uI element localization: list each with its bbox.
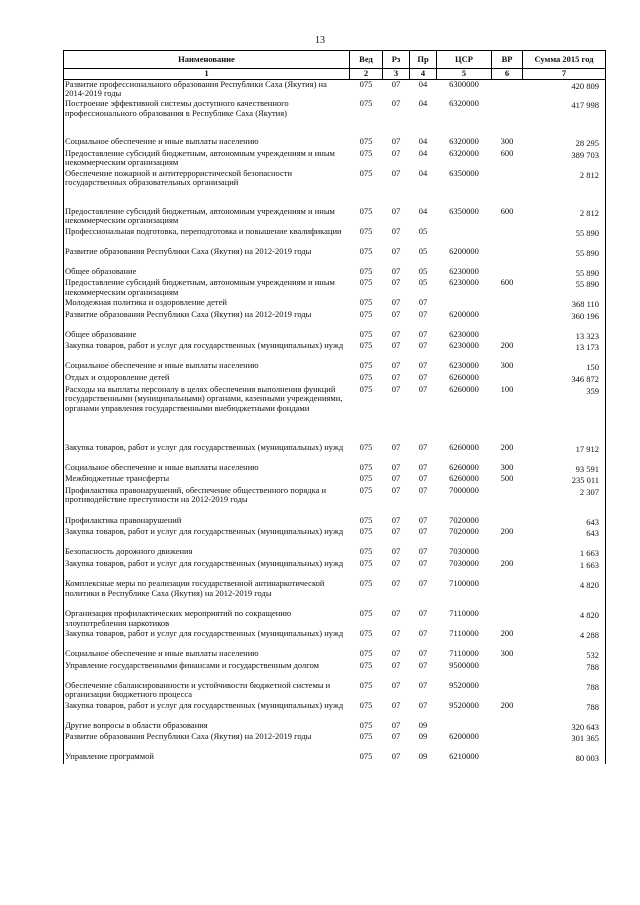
row-pr: 07 bbox=[418, 441, 428, 452]
row-name: Профилактика правонарушений bbox=[64, 516, 350, 528]
row-sum: 4 288 bbox=[523, 629, 606, 649]
header-name: Наименование bbox=[64, 51, 350, 69]
row-pr: 07 bbox=[418, 297, 428, 308]
row-pr: 07 bbox=[418, 514, 428, 525]
row-ved: 075 bbox=[359, 147, 373, 158]
table-row bbox=[64, 579, 606, 609]
row-vr: 500 bbox=[500, 473, 514, 484]
row-rz: 07 bbox=[391, 648, 401, 659]
row-csr: 9520000 bbox=[449, 699, 479, 710]
row-sum: 420 809 bbox=[523, 79, 606, 99]
row-vr bbox=[492, 227, 523, 247]
row-sum: 359 bbox=[523, 385, 606, 443]
row-name: Социальное обеспечение и иные выплаты населению bbox=[64, 463, 350, 475]
table-row bbox=[64, 443, 606, 463]
row-sum: 55 890 bbox=[523, 278, 606, 298]
row-pr: 07 bbox=[418, 679, 428, 690]
row-name: Общее образование bbox=[64, 267, 350, 279]
row-rz: 07 bbox=[391, 98, 401, 109]
row-rz: 07 bbox=[391, 719, 401, 730]
row-ved: 075 bbox=[359, 360, 373, 371]
row-vr: 300 bbox=[500, 648, 514, 659]
row-pr: 07 bbox=[418, 383, 428, 394]
table-row bbox=[64, 661, 606, 681]
row-csr: 6210000 bbox=[449, 751, 479, 762]
row-ved: 075 bbox=[359, 514, 373, 525]
row-pr: 09 bbox=[418, 719, 428, 730]
row-sum: 532 bbox=[523, 649, 606, 661]
row-pr: 07 bbox=[418, 526, 428, 537]
row-name: Организация профилактических мероприятий по сокращению злоупотребления наркотиков bbox=[64, 609, 350, 629]
row-sum: 301 365 bbox=[523, 732, 606, 752]
row-vr: 600 bbox=[500, 277, 514, 288]
row-ved: 075 bbox=[359, 441, 373, 452]
column-number: 3 bbox=[383, 69, 410, 80]
row-vr bbox=[492, 579, 523, 609]
row-csr: 9500000 bbox=[449, 659, 479, 670]
row-ved: 075 bbox=[359, 205, 373, 216]
row-name: Социальное обеспечение и иные выплаты населению bbox=[64, 649, 350, 661]
row-rz: 07 bbox=[391, 628, 401, 639]
table-row bbox=[64, 137, 606, 149]
row-sum: 150 bbox=[523, 361, 606, 373]
row-rz: 07 bbox=[391, 679, 401, 690]
row-sum: 788 bbox=[523, 661, 606, 681]
row-csr: 7030000 bbox=[449, 558, 479, 569]
row-vr bbox=[492, 169, 523, 207]
table-row bbox=[64, 341, 606, 361]
row-csr: 6320000 bbox=[449, 98, 479, 109]
row-csr: 7100000 bbox=[449, 578, 479, 589]
row-csr: 6230000 bbox=[449, 328, 479, 339]
row-rz: 07 bbox=[391, 265, 401, 276]
row-ved: 075 bbox=[359, 372, 373, 383]
row-ved: 075 bbox=[359, 679, 373, 690]
row-vr bbox=[492, 681, 523, 701]
header-ved: Вед bbox=[350, 51, 383, 69]
row-vr bbox=[492, 79, 523, 99]
row-vr: 200 bbox=[500, 340, 514, 351]
row-ved: 075 bbox=[359, 308, 373, 319]
row-vr: 100 bbox=[500, 383, 514, 394]
row-vr bbox=[492, 732, 523, 752]
row-name: Предоставление субсидий бюджетным, автономным учреждениям и иным некоммерческим организациям bbox=[64, 278, 350, 298]
column-number-row bbox=[64, 69, 606, 80]
row-rz: 07 bbox=[391, 78, 401, 89]
row-rz: 07 bbox=[391, 205, 401, 216]
row-rz: 07 bbox=[391, 731, 401, 742]
row-ved: 075 bbox=[359, 484, 373, 495]
row-pr: 07 bbox=[418, 546, 428, 557]
row-ved: 075 bbox=[359, 461, 373, 472]
page-number: 13 bbox=[315, 35, 325, 46]
row-rz: 07 bbox=[391, 383, 401, 394]
row-sum: 1 663 bbox=[523, 547, 606, 559]
row-pr: 07 bbox=[418, 558, 428, 569]
column-number: 7 bbox=[523, 69, 606, 80]
row-vr: 200 bbox=[500, 441, 514, 452]
row-rz: 07 bbox=[391, 461, 401, 472]
row-rz: 07 bbox=[391, 699, 401, 710]
row-sum: 346 872 bbox=[523, 373, 606, 385]
row-name: Предоставление субсидий бюджетным, автономным учреждениям и иным некоммерческим организациям bbox=[64, 207, 350, 227]
row-pr: 07 bbox=[418, 461, 428, 472]
row-sum: 320 643 bbox=[523, 721, 606, 733]
row-rz: 07 bbox=[391, 340, 401, 351]
row-sum: 417 998 bbox=[523, 99, 606, 137]
row-csr: 6260000 bbox=[449, 461, 479, 472]
row-csr: 6200000 bbox=[449, 308, 479, 319]
row-pr: 07 bbox=[418, 328, 428, 339]
row-vr bbox=[492, 609, 523, 629]
row-sum: 55 890 bbox=[523, 227, 606, 247]
row-vr: 200 bbox=[500, 628, 514, 639]
row-sum: 788 bbox=[523, 701, 606, 721]
row-sum: 55 890 bbox=[523, 247, 606, 267]
header-row bbox=[64, 51, 606, 69]
row-csr: 6350000 bbox=[449, 167, 479, 178]
row-pr: 07 bbox=[418, 699, 428, 710]
row-csr: 6260000 bbox=[449, 441, 479, 452]
row-csr: 6260000 bbox=[449, 473, 479, 484]
row-name: Закупка товаров, работ и услуг для государственных (муниципальных) нужд bbox=[64, 443, 350, 463]
row-name: Предоставление субсидий бюджетным, автономным учреждениям и иным некоммерческим организациям bbox=[64, 149, 350, 169]
row-csr: 6260000 bbox=[449, 383, 479, 394]
row-sum: 17 912 bbox=[523, 443, 606, 463]
row-sum: 389 703 bbox=[523, 149, 606, 169]
column-number: 1 bbox=[64, 69, 350, 80]
row-vr: 200 bbox=[500, 699, 514, 710]
row-vr: 200 bbox=[500, 558, 514, 569]
row-ved: 075 bbox=[359, 546, 373, 557]
row-rz: 07 bbox=[391, 225, 401, 236]
row-csr: 6320000 bbox=[449, 136, 479, 147]
row-rz: 07 bbox=[391, 484, 401, 495]
row-csr: 6200000 bbox=[449, 245, 479, 256]
row-csr: 7000000 bbox=[449, 484, 479, 495]
row-vr bbox=[492, 486, 523, 516]
budget-table bbox=[63, 50, 606, 764]
row-rz: 07 bbox=[391, 167, 401, 178]
row-rz: 07 bbox=[391, 514, 401, 525]
row-rz: 07 bbox=[391, 360, 401, 371]
row-pr: 05 bbox=[418, 225, 428, 236]
row-name: Комплексные меры по реализации государственной антинаркотической политики в Республике Саха (Якутия) на 2012-2019 годы bbox=[64, 579, 350, 609]
row-csr: 6200000 bbox=[449, 731, 479, 742]
row-sum: 4 820 bbox=[523, 579, 606, 609]
row-pr: 07 bbox=[418, 608, 428, 619]
row-pr: 04 bbox=[418, 147, 428, 158]
row-ved: 075 bbox=[359, 648, 373, 659]
row-vr bbox=[492, 298, 523, 310]
row-pr: 04 bbox=[418, 167, 428, 178]
row-ved: 075 bbox=[359, 526, 373, 537]
row-name: Закупка товаров, работ и услуг для государственных (муниципальных) нужд bbox=[64, 527, 350, 547]
row-pr: 05 bbox=[418, 245, 428, 256]
header-vr: ВР bbox=[492, 51, 523, 69]
table-row bbox=[64, 310, 606, 330]
row-csr: 6350000 bbox=[449, 205, 479, 216]
row-csr: 6300000 bbox=[449, 78, 479, 89]
row-rz: 07 bbox=[391, 277, 401, 288]
row-name: Общее образование bbox=[64, 330, 350, 342]
column-number: 6 bbox=[492, 69, 523, 80]
table-row bbox=[64, 169, 606, 207]
row-vr bbox=[492, 373, 523, 385]
header-rz: Рз bbox=[383, 51, 410, 69]
table-row bbox=[64, 486, 606, 516]
row-vr bbox=[492, 247, 523, 267]
row-rz: 07 bbox=[391, 473, 401, 484]
row-ved: 075 bbox=[359, 578, 373, 589]
row-pr: 09 bbox=[418, 751, 428, 762]
row-ved: 075 bbox=[359, 731, 373, 742]
row-rz: 07 bbox=[391, 751, 401, 762]
row-name: Профессиональная подготовка, переподготовка и повышение квалификации bbox=[64, 227, 350, 247]
table-row bbox=[64, 278, 606, 298]
row-sum: 2 812 bbox=[523, 207, 606, 227]
row-name: Отдых и оздоровление детей bbox=[64, 373, 350, 385]
row-csr: 6230000 bbox=[449, 340, 479, 351]
table-row bbox=[64, 732, 606, 752]
row-rz: 07 bbox=[391, 147, 401, 158]
row-ved: 075 bbox=[359, 225, 373, 236]
row-ved: 075 bbox=[359, 136, 373, 147]
row-ved: 075 bbox=[359, 558, 373, 569]
row-pr: 07 bbox=[418, 648, 428, 659]
row-name: Расходы на выплаты персоналу в целях обеспечения выполнения функций государственными (муниципальными) органами, казенными учреждениями, органами управления государственными внебюджетными фондами bbox=[64, 385, 350, 443]
row-ved: 075 bbox=[359, 628, 373, 639]
row-pr: 04 bbox=[418, 78, 428, 89]
table-row bbox=[64, 207, 606, 227]
row-ved: 075 bbox=[359, 277, 373, 288]
row-pr: 05 bbox=[418, 265, 428, 276]
table-row bbox=[64, 701, 606, 721]
row-ved: 075 bbox=[359, 78, 373, 89]
table-row bbox=[64, 149, 606, 169]
row-name: Социальное обеспечение и иные выплаты населению bbox=[64, 361, 350, 373]
row-rz: 07 bbox=[391, 608, 401, 619]
row-name: Безопасность дорожного движения bbox=[64, 547, 350, 559]
row-pr: 07 bbox=[418, 628, 428, 639]
row-csr: 7020000 bbox=[449, 514, 479, 525]
row-ved: 075 bbox=[359, 608, 373, 619]
row-ved: 075 bbox=[359, 167, 373, 178]
row-sum: 55 890 bbox=[523, 267, 606, 279]
row-rz: 07 bbox=[391, 659, 401, 670]
row-pr: 07 bbox=[418, 659, 428, 670]
row-rz: 07 bbox=[391, 546, 401, 557]
row-rz: 07 bbox=[391, 245, 401, 256]
table-body bbox=[64, 79, 606, 764]
row-sum: 2 307 bbox=[523, 486, 606, 516]
row-pr: 05 bbox=[418, 277, 428, 288]
row-ved: 075 bbox=[359, 659, 373, 670]
row-csr: 7110000 bbox=[449, 608, 479, 619]
row-sum: 28 295 bbox=[523, 137, 606, 149]
row-name: Управление программой bbox=[64, 752, 350, 764]
row-name: Профилактика правонарушений, обеспечение общественного порядка и противодействие преступности на 2012-2019 годы bbox=[64, 486, 350, 516]
table-row bbox=[64, 609, 606, 629]
row-sum: 235 011 bbox=[523, 474, 606, 486]
row-name: Управление государственными финансами и государственным долгом bbox=[64, 661, 350, 681]
row-csr: 7030000 bbox=[449, 546, 479, 557]
row-pr: 04 bbox=[418, 98, 428, 109]
table-row bbox=[64, 527, 606, 547]
row-ved: 075 bbox=[359, 328, 373, 339]
row-name: Другие вопросы в области образования bbox=[64, 721, 350, 733]
row-vr: 300 bbox=[500, 461, 514, 472]
row-pr: 04 bbox=[418, 136, 428, 147]
column-number: 4 bbox=[410, 69, 437, 80]
row-ved: 075 bbox=[359, 719, 373, 730]
row-pr: 07 bbox=[418, 340, 428, 351]
row-sum: 643 bbox=[523, 527, 606, 547]
row-csr: 9520000 bbox=[449, 679, 479, 690]
row-ved: 075 bbox=[359, 245, 373, 256]
row-rz: 07 bbox=[391, 308, 401, 319]
table-row bbox=[64, 247, 606, 267]
row-pr: 07 bbox=[418, 308, 428, 319]
table-row bbox=[64, 227, 606, 247]
row-vr bbox=[492, 721, 523, 733]
row-vr bbox=[492, 99, 523, 137]
row-sum: 13 173 bbox=[523, 341, 606, 361]
table-row bbox=[64, 559, 606, 579]
row-vr: 300 bbox=[500, 360, 514, 371]
row-csr bbox=[437, 227, 492, 247]
table-row bbox=[64, 99, 606, 137]
row-vr bbox=[492, 661, 523, 681]
row-sum: 360 196 bbox=[523, 310, 606, 330]
row-csr: 6320000 bbox=[449, 147, 479, 158]
row-name: Развитие профессионального образования Республики Саха (Якутия) на 2014-2019 годы bbox=[64, 79, 350, 99]
row-rz: 07 bbox=[391, 297, 401, 308]
row-rz: 07 bbox=[391, 558, 401, 569]
row-name: Закупка товаров, работ и услуг для государственных (муниципальных) нужд bbox=[64, 341, 350, 361]
row-name: Социальное обеспечение и иные выплаты населению bbox=[64, 137, 350, 149]
row-pr: 04 bbox=[418, 205, 428, 216]
table-row bbox=[64, 373, 606, 385]
row-sum: 788 bbox=[523, 681, 606, 701]
row-vr: 300 bbox=[500, 136, 514, 147]
row-name: Молодежная политика и оздоровление детей bbox=[64, 298, 350, 310]
row-pr: 07 bbox=[418, 372, 428, 383]
row-pr: 09 bbox=[418, 731, 428, 742]
row-vr bbox=[492, 752, 523, 764]
row-csr: 6230000 bbox=[449, 360, 479, 371]
row-rz: 07 bbox=[391, 441, 401, 452]
table-row bbox=[64, 649, 606, 661]
row-vr: 600 bbox=[500, 205, 514, 216]
row-rz: 07 bbox=[391, 526, 401, 537]
table-row bbox=[64, 681, 606, 701]
row-ved: 075 bbox=[359, 98, 373, 109]
header-pr: Пр bbox=[410, 51, 437, 69]
row-name: Обеспечение сбалансированности и устойчивости бюджетной системы и организации бюджетного процесса bbox=[64, 681, 350, 701]
row-sum: 93 591 bbox=[523, 463, 606, 475]
row-csr: 7020000 bbox=[449, 526, 479, 537]
row-ved: 075 bbox=[359, 297, 373, 308]
header-sum: Сумма 2015 год bbox=[523, 51, 606, 69]
row-vr: 200 bbox=[500, 526, 514, 537]
row-name: Развитие образования Республики Саха (Якутия) на 2012-2019 годы bbox=[64, 310, 350, 330]
row-name: Обеспечение пожарной и антитеррористической безопасности государственных образовательных организаций bbox=[64, 169, 350, 207]
row-sum: 13 323 bbox=[523, 330, 606, 342]
row-sum: 368 110 bbox=[523, 298, 606, 310]
row-rz: 07 bbox=[391, 136, 401, 147]
row-csr: 7110000 bbox=[449, 648, 479, 659]
row-name: Закупка товаров, работ и услуг для государственных (муниципальных) нужд bbox=[64, 701, 350, 721]
row-vr bbox=[492, 310, 523, 330]
row-rz: 07 bbox=[391, 578, 401, 589]
row-csr: 6230000 bbox=[449, 277, 479, 288]
row-ved: 075 bbox=[359, 383, 373, 394]
row-pr: 07 bbox=[418, 473, 428, 484]
row-ved: 075 bbox=[359, 699, 373, 710]
row-sum: 4 820 bbox=[523, 609, 606, 629]
row-rz: 07 bbox=[391, 372, 401, 383]
row-rz: 07 bbox=[391, 328, 401, 339]
table-row bbox=[64, 752, 606, 764]
row-vr: 600 bbox=[500, 147, 514, 158]
row-name: Развитие образования Республики Саха (Якутия) на 2012-2019 годы bbox=[64, 247, 350, 267]
row-ved: 075 bbox=[359, 751, 373, 762]
table-row bbox=[64, 79, 606, 99]
row-csr: 6260000 bbox=[449, 372, 479, 383]
row-sum: 1 663 bbox=[523, 559, 606, 579]
row-ved: 075 bbox=[359, 473, 373, 484]
row-pr: 07 bbox=[418, 360, 428, 371]
row-name: Межбюджетные трансферты bbox=[64, 474, 350, 486]
table-row bbox=[64, 385, 606, 443]
header-csr: ЦСР bbox=[437, 51, 492, 69]
column-number: 2 bbox=[350, 69, 383, 80]
row-name: Закупка товаров, работ и услуг для государственных (муниципальных) нужд bbox=[64, 559, 350, 579]
row-name: Построение эффективной системы доступного качественного профессионального образования в Республике Саха (Якутия) bbox=[64, 99, 350, 137]
row-pr: 07 bbox=[418, 578, 428, 589]
row-ved: 075 bbox=[359, 265, 373, 276]
row-pr: 07 bbox=[418, 484, 428, 495]
row-csr: 7110000 bbox=[449, 628, 479, 639]
column-number: 5 bbox=[437, 69, 492, 80]
row-sum: 643 bbox=[523, 516, 606, 528]
row-sum: 80 003 bbox=[523, 752, 606, 764]
row-csr: 6230000 bbox=[449, 265, 479, 276]
row-ved: 075 bbox=[359, 340, 373, 351]
table-row bbox=[64, 629, 606, 649]
row-sum: 2 812 bbox=[523, 169, 606, 207]
row-name: Закупка товаров, работ и услуг для государственных (муниципальных) нужд bbox=[64, 629, 350, 649]
row-name: Развитие образования Республики Саха (Якутия) на 2012-2019 годы bbox=[64, 732, 350, 752]
